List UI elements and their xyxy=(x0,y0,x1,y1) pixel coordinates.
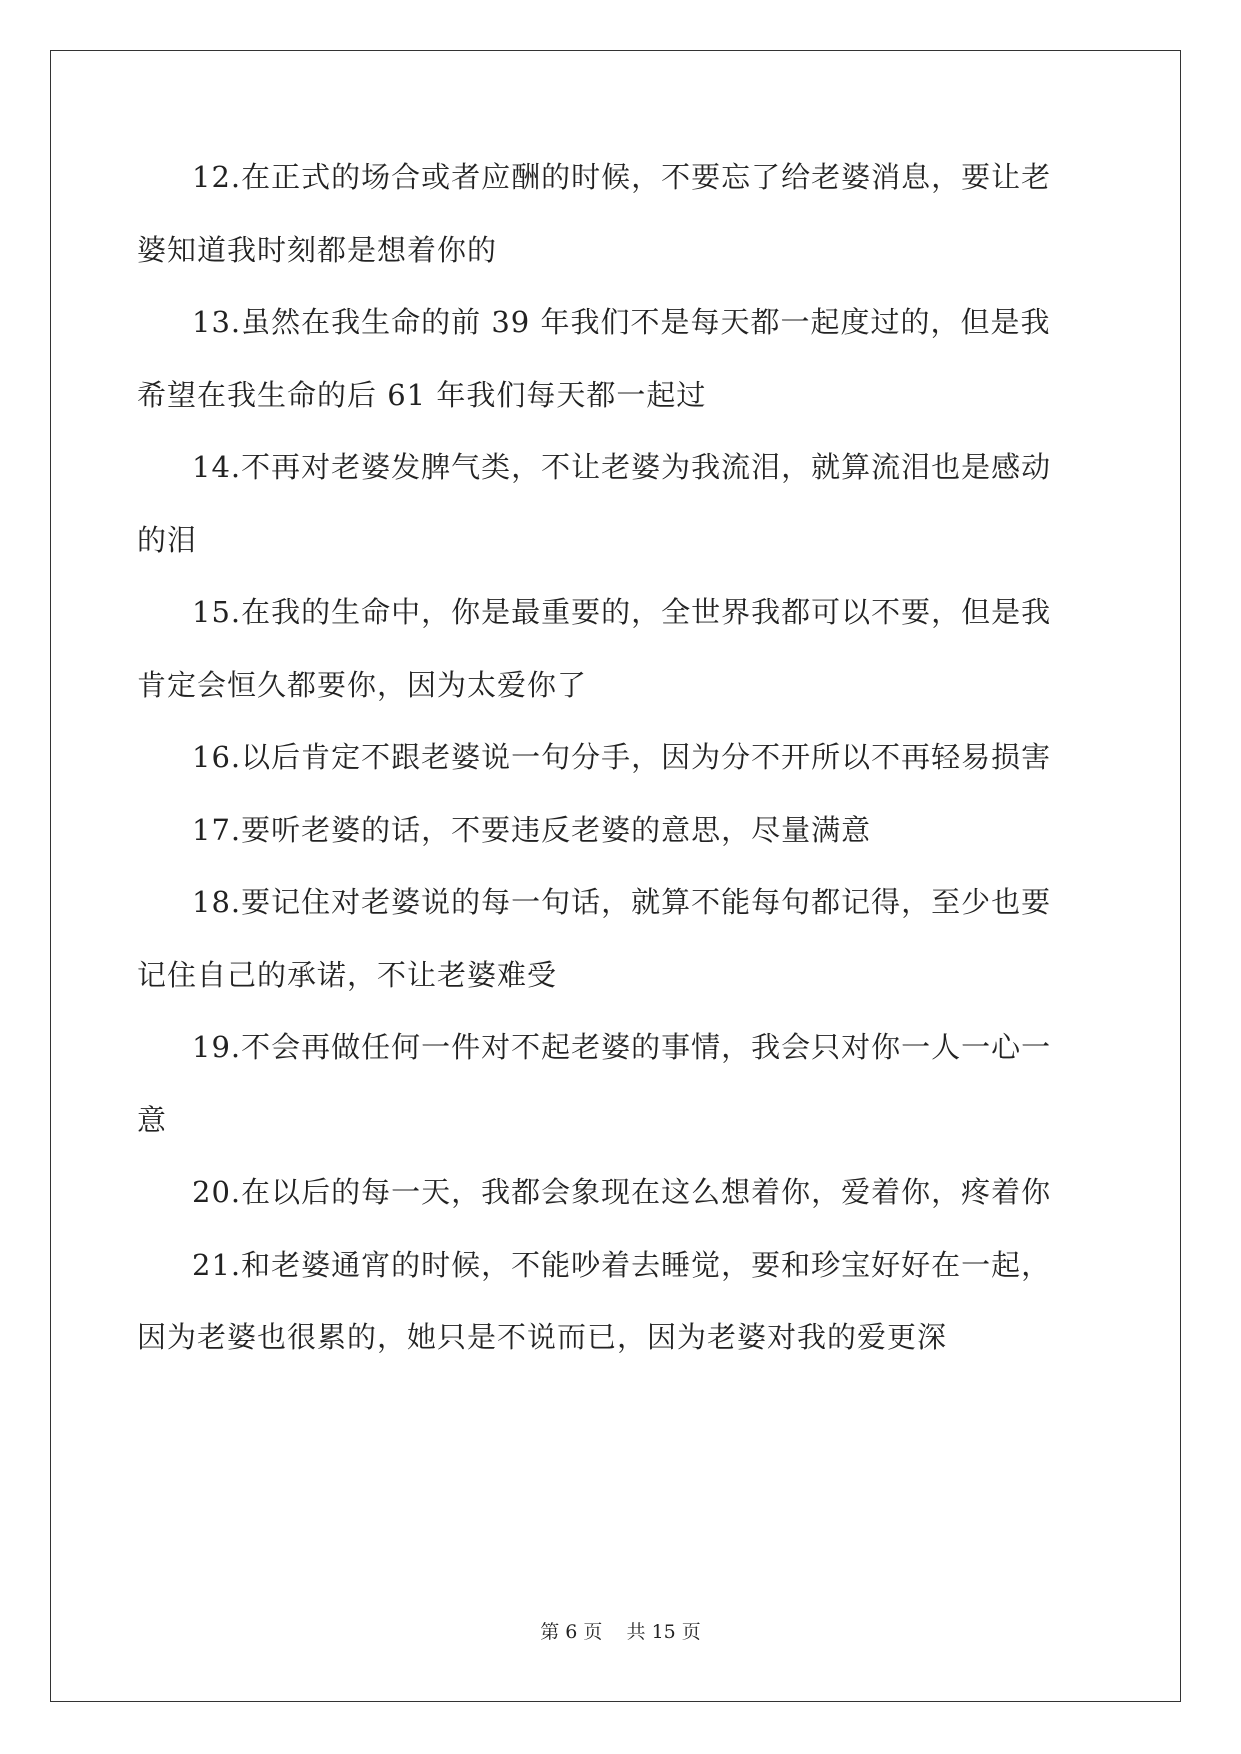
text-line: 18.要记住对老婆说的每一句话，就算不能每句都记得，至少也要 xyxy=(192,885,1052,919)
text-line: 意 xyxy=(137,1103,168,1137)
text-line: 婆知道我时刻都是想着你的 xyxy=(137,233,498,267)
text-line: 15.在我的生命中，你是最重要的，全世界我都可以不要，但是我 xyxy=(192,595,1052,629)
text-line: 13.虽然在我生命的前 39 年我们不是每天都一起度过的，但是我 xyxy=(192,305,1051,339)
page-footer: 第 6 页 共 15 页 xyxy=(540,1621,701,1643)
text-line: 20.在以后的每一天，我都会象现在这么想着你，爱着你，疼着你 xyxy=(192,1175,1052,1209)
text-line: 因为老婆也很累的，她只是不说而已，因为老婆对我的爱更深 xyxy=(137,1320,948,1354)
text-line: 12.在正式的场合或者应酬的时候，不要忘了给老婆消息，要让老 xyxy=(192,160,1052,194)
text-line: 19.不会再做任何一件对不起老婆的事情，我会只对你一人一心一 xyxy=(192,1030,1052,1064)
text-line: 记住自己的承诺，不让老婆难受 xyxy=(137,958,558,992)
text-line: 14.不再对老婆发脾气类，不让老婆为我流泪，就算流泪也是感动 xyxy=(192,450,1052,484)
text-line: 希望在我生命的后 61 年我们每天都一起过 xyxy=(137,378,707,412)
text-line: 的泪 xyxy=(137,523,198,557)
text-line: 16.以后肯定不跟老婆说一句分手，因为分不开所以不再轻易损害 xyxy=(192,740,1052,774)
text-line: 肯定会恒久都要你，因为太爱你了 xyxy=(137,668,588,702)
text-line: 17.要听老婆的话，不要违反老婆的意思，尽量满意 xyxy=(192,813,872,847)
text-line: 21.和老婆通宵的时候，不能吵着去睡觉，要和珍宝好好在一起， xyxy=(192,1248,1052,1282)
page-border xyxy=(50,50,1181,1702)
